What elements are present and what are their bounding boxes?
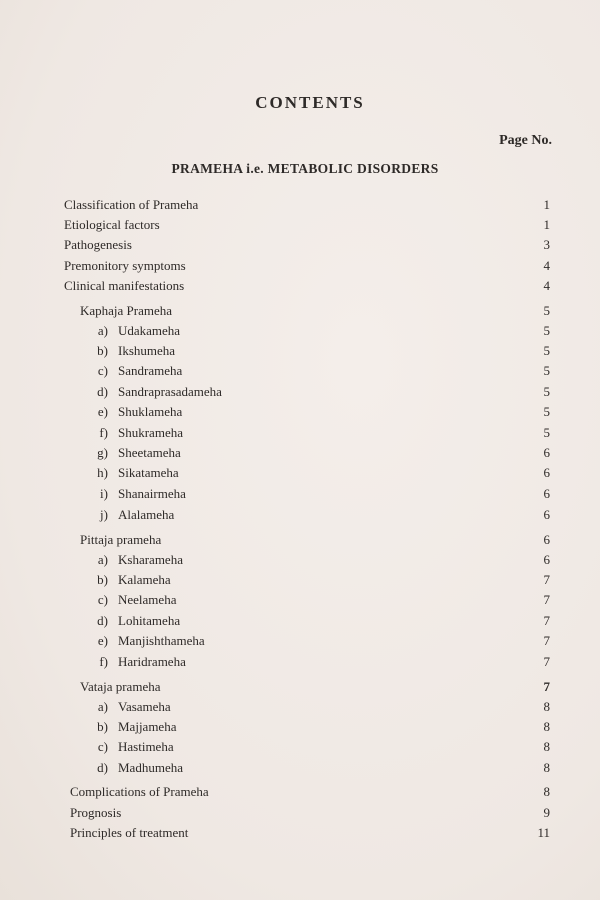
entry-page-number: 7 — [543, 679, 550, 694]
entry-title: Vataja prameha — [80, 679, 161, 694]
contents-entry — [0, 235, 600, 255]
entry-page-number: 5 — [543, 384, 550, 399]
contents-entry — [0, 215, 600, 235]
contents-subheading — [0, 677, 600, 697]
entry-letter: b) — [97, 343, 108, 358]
entry-letter: g) — [97, 445, 108, 460]
entry-title: Hastimeha — [118, 739, 174, 754]
contents-subentry — [0, 505, 600, 525]
entry-title: Madhumeha — [118, 760, 183, 775]
entry-letter: e) — [97, 404, 108, 419]
entry-title: Shukrameha — [118, 425, 183, 440]
entry-letter: h) — [97, 465, 108, 480]
contents-subentry — [0, 590, 600, 610]
contents-title: CONTENTS — [255, 93, 365, 112]
entry-letter: i) — [100, 486, 108, 501]
entry-title: Kaphaja Prameha — [80, 303, 173, 318]
entry-page-number: 4 — [543, 278, 550, 293]
entry-letter: a) — [97, 323, 108, 338]
contents-subentry — [0, 550, 600, 570]
entry-title: Neelameha — [118, 592, 177, 607]
entry-letter: d) — [97, 760, 108, 775]
entry-title: Haridrameha — [118, 654, 186, 669]
contents-subentry — [0, 463, 600, 483]
section-heading: PRAMEHA i.e. METABOLIC DISORDERS — [171, 161, 439, 176]
contents-entry — [0, 195, 600, 215]
entry-page-number: 7 — [543, 592, 550, 607]
entry-page-number: 5 — [543, 343, 550, 358]
contents-subentry — [0, 341, 600, 361]
entry-page-number: 4 — [543, 258, 550, 273]
contents-subheading — [0, 301, 600, 321]
contents-subentry — [0, 382, 600, 402]
entry-page-number: 6 — [543, 486, 550, 501]
entry-title: Classification of Prameha — [64, 197, 199, 212]
entry-title: Etiological factors — [64, 217, 160, 232]
entry-page-number: 6 — [543, 507, 550, 522]
entry-page-number: 8 — [543, 739, 550, 754]
entry-title: Complications of Prameha — [70, 784, 209, 799]
entry-title: Shanairmeha — [118, 486, 186, 501]
entry-page-number: 8 — [543, 719, 550, 734]
contents-subentry — [0, 443, 600, 463]
entry-letter: a) — [97, 699, 108, 714]
entry-page-number: 11 — [537, 825, 550, 840]
contents-entry — [0, 803, 600, 823]
entry-letter: c) — [97, 592, 108, 607]
entry-letter: j) — [100, 507, 108, 522]
entry-title: Vasameha — [118, 699, 171, 714]
entry-page-number: 9 — [543, 805, 550, 820]
contents-subentry — [0, 423, 600, 443]
entry-page-number: 1 — [543, 217, 550, 232]
entry-page-number: 5 — [543, 404, 550, 419]
entry-letter: c) — [97, 739, 108, 754]
contents-subentry — [0, 758, 600, 778]
entry-title: Alalameha — [118, 507, 175, 522]
entry-title: Lohitameha — [118, 613, 181, 628]
entry-letter: f) — [99, 425, 108, 440]
entry-page-number: 7 — [543, 654, 550, 669]
entry-title: Sandraprasadameha — [118, 384, 222, 399]
contents-entry — [0, 276, 600, 296]
contents-subentry — [0, 402, 600, 422]
contents-subentry — [0, 611, 600, 631]
entry-letter: b) — [97, 572, 108, 587]
entry-page-number: 7 — [543, 633, 550, 648]
entry-title: Udakameha — [118, 323, 181, 338]
entry-page-number: 5 — [543, 425, 550, 440]
contents-subheading — [0, 530, 600, 550]
contents-subentry — [0, 570, 600, 590]
entry-page-number: 6 — [543, 445, 550, 460]
contents-subentry — [0, 652, 600, 672]
contents-subentry — [0, 697, 600, 717]
entry-title: Prognosis — [70, 805, 122, 820]
contents-entry — [0, 782, 600, 802]
contents-subentry — [0, 717, 600, 737]
contents-entry — [0, 256, 600, 276]
entry-letter: d) — [97, 384, 108, 399]
entry-letter: e) — [97, 633, 108, 648]
entry-title: Clinical manifestations — [64, 278, 185, 293]
entry-page-number: 1 — [543, 197, 550, 212]
contents-subentry — [0, 361, 600, 381]
entry-letter: c) — [97, 363, 108, 378]
entry-letter: d) — [97, 613, 108, 628]
contents-subentry — [0, 321, 600, 341]
entry-title: Sandrameha — [118, 363, 183, 378]
entry-title: Premonitory symptoms — [64, 258, 186, 273]
entry-title: Ksharameha — [118, 552, 183, 567]
entry-page-number: 5 — [543, 303, 550, 318]
entry-title: Manjishthameha — [118, 633, 205, 648]
entry-letter: b) — [97, 719, 108, 734]
entry-page-number: 6 — [543, 465, 550, 480]
entry-page-number: 7 — [543, 572, 550, 587]
entry-page-number: 5 — [543, 363, 550, 378]
entry-letter: f) — [99, 654, 108, 669]
entry-title: Principles of treatment — [70, 825, 189, 840]
entry-page-number: 3 — [543, 237, 550, 252]
entry-title: Pittaja prameha — [80, 532, 162, 547]
entry-page-number: 6 — [543, 552, 550, 567]
entry-page-number: 6 — [543, 532, 550, 547]
entry-page-number: 8 — [543, 784, 550, 799]
page-no-header: Page No. — [499, 133, 552, 148]
contents-subentry — [0, 631, 600, 651]
entry-title: Shuklameha — [118, 404, 183, 419]
contents-subentry — [0, 484, 600, 504]
entry-page-number: 8 — [543, 760, 550, 775]
entry-page-number: 5 — [543, 323, 550, 338]
entry-page-number: 7 — [543, 613, 550, 628]
contents-subentry — [0, 737, 600, 757]
entry-title: Pathogenesis — [64, 237, 132, 252]
entry-title: Majjameha — [118, 719, 177, 734]
entry-title: Sheetameha — [118, 445, 181, 460]
contents-entry — [0, 823, 600, 843]
entry-title: Kalameha — [118, 572, 171, 587]
entry-letter: a) — [97, 552, 108, 567]
entry-title: Sikatameha — [118, 465, 179, 480]
entry-title: Ikshumeha — [118, 343, 176, 358]
entry-page-number: 8 — [543, 699, 550, 714]
